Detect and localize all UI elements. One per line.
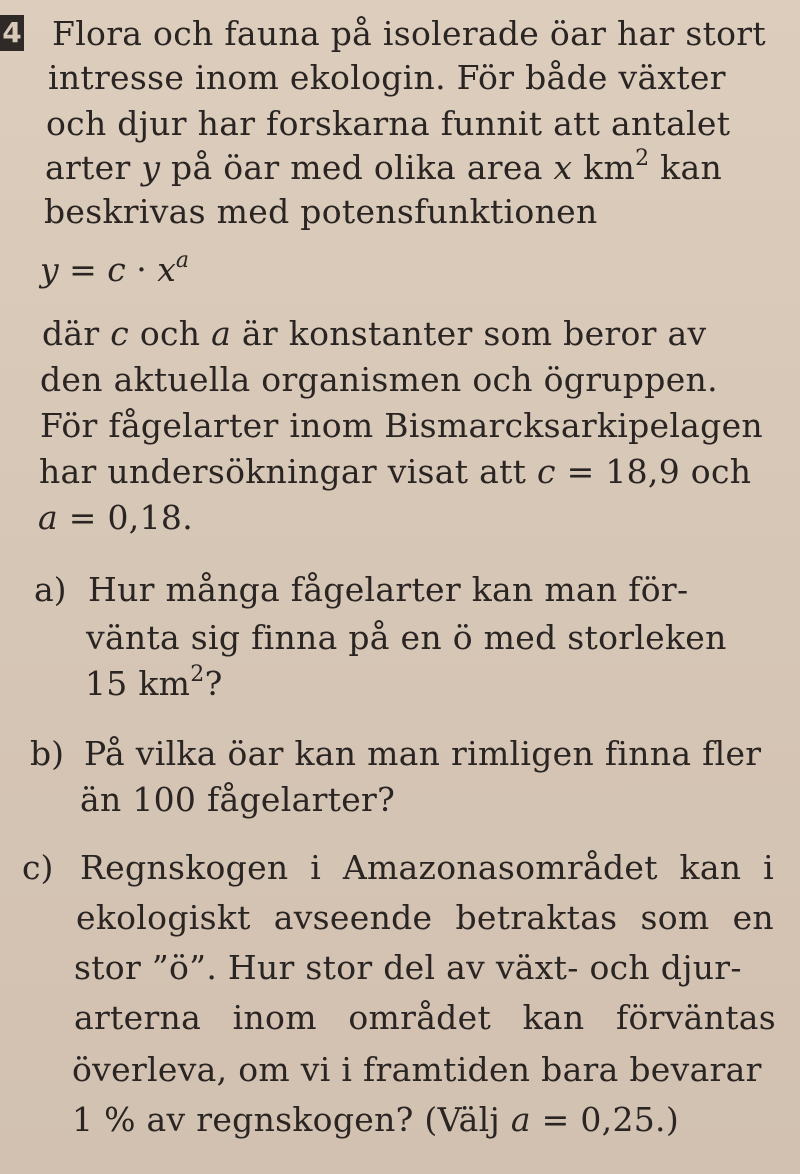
question-a-line-1: Hur många fågelarter kan man för- — [88, 570, 689, 609]
text: och — [129, 314, 212, 353]
question-b-line-1: På vilka öar kan man rimligen finna fler — [84, 734, 762, 773]
intro-line-3: och djur har forskarna funnit att antalet — [46, 104, 731, 143]
word: förväntas — [615, 998, 776, 1037]
var-a: a — [510, 1100, 531, 1139]
exponent: 2 — [190, 662, 205, 687]
question-a-line-2: vänta sig finna på en ö med storleken — [86, 618, 727, 657]
word: en — [732, 898, 774, 937]
formula-dot: · — [125, 250, 158, 289]
word: inom — [232, 998, 317, 1037]
question-c-line-3: stor ”ö”. Hur stor del av växt- och djur- — [74, 948, 742, 987]
text: är konstanter som beror av — [231, 314, 707, 353]
question-c-line-5: överleva, om vi i framtiden bara bevarar — [72, 1050, 762, 1089]
question-a-line-3 — [85, 664, 223, 704]
text: = 0,25.) — [530, 1100, 679, 1139]
word: betraktas — [455, 898, 618, 937]
word: kan — [679, 848, 742, 887]
word: området — [348, 998, 491, 1037]
desc-line-3: För fågelarter inom Bismarcksarkipelagen — [40, 406, 763, 445]
text: arter — [45, 148, 142, 187]
word: Regnskogen — [80, 848, 289, 887]
word: som — [640, 898, 710, 937]
formula-x: x — [157, 250, 176, 289]
problem-number-badge: 4 — [0, 15, 24, 51]
exponent: 2 — [635, 146, 650, 171]
formula-exponent: a — [175, 248, 190, 273]
intro-line-4 — [45, 148, 722, 188]
word: avseende — [273, 898, 433, 937]
formula-y: y — [40, 250, 59, 289]
text: 15 km — [85, 664, 191, 703]
word: Amazonasområdet — [342, 848, 658, 887]
intro-line-1: Flora och fauna på isolerade öar har stort — [52, 14, 766, 53]
intro-line-5: beskrivas med potensfunktionen — [44, 192, 598, 231]
intro-line-2: intresse inom ekologin. För både växter — [48, 58, 726, 97]
var-c: c — [537, 452, 556, 491]
text: = 18,9 och — [555, 452, 752, 491]
var-a: a — [211, 314, 232, 353]
formula-c: c — [107, 250, 126, 289]
var-a: a — [38, 498, 58, 537]
word: i — [310, 848, 322, 887]
text: kan — [649, 148, 723, 187]
question-b-line-2: än 100 fågelarter? — [80, 780, 396, 819]
text: ? — [204, 664, 223, 703]
question-c-line-4 — [74, 998, 776, 1038]
word: arterna — [74, 998, 202, 1037]
word: ekologiskt — [76, 898, 251, 937]
text: på öar med olika area — [160, 148, 554, 187]
question-c-line-6 — [72, 1100, 679, 1140]
word: i — [763, 848, 774, 887]
text: där — [42, 314, 111, 353]
question-a-label: a) — [34, 570, 67, 609]
desc-line-1 — [42, 314, 706, 354]
question-c-line-1 — [80, 848, 774, 888]
word: kan — [522, 998, 585, 1037]
power-function-formula — [40, 248, 189, 292]
desc-line-5 — [38, 498, 193, 538]
text: har undersökningar visat att — [39, 452, 537, 491]
unit: km — [572, 148, 636, 187]
desc-line-4 — [39, 452, 751, 492]
text: = 0,18. — [57, 498, 193, 537]
formula-equals: = — [58, 250, 108, 289]
question-c-label: c) — [22, 848, 54, 887]
var-x: x — [553, 148, 573, 187]
var-c: c — [110, 314, 130, 353]
question-b-label: b) — [30, 734, 64, 773]
question-c-line-2 — [76, 898, 774, 938]
var-y: y — [141, 148, 161, 187]
desc-line-2: den aktuella organismen och ögruppen. — [40, 360, 718, 399]
text: 1 % av regnskogen? (Välj — [72, 1100, 511, 1139]
